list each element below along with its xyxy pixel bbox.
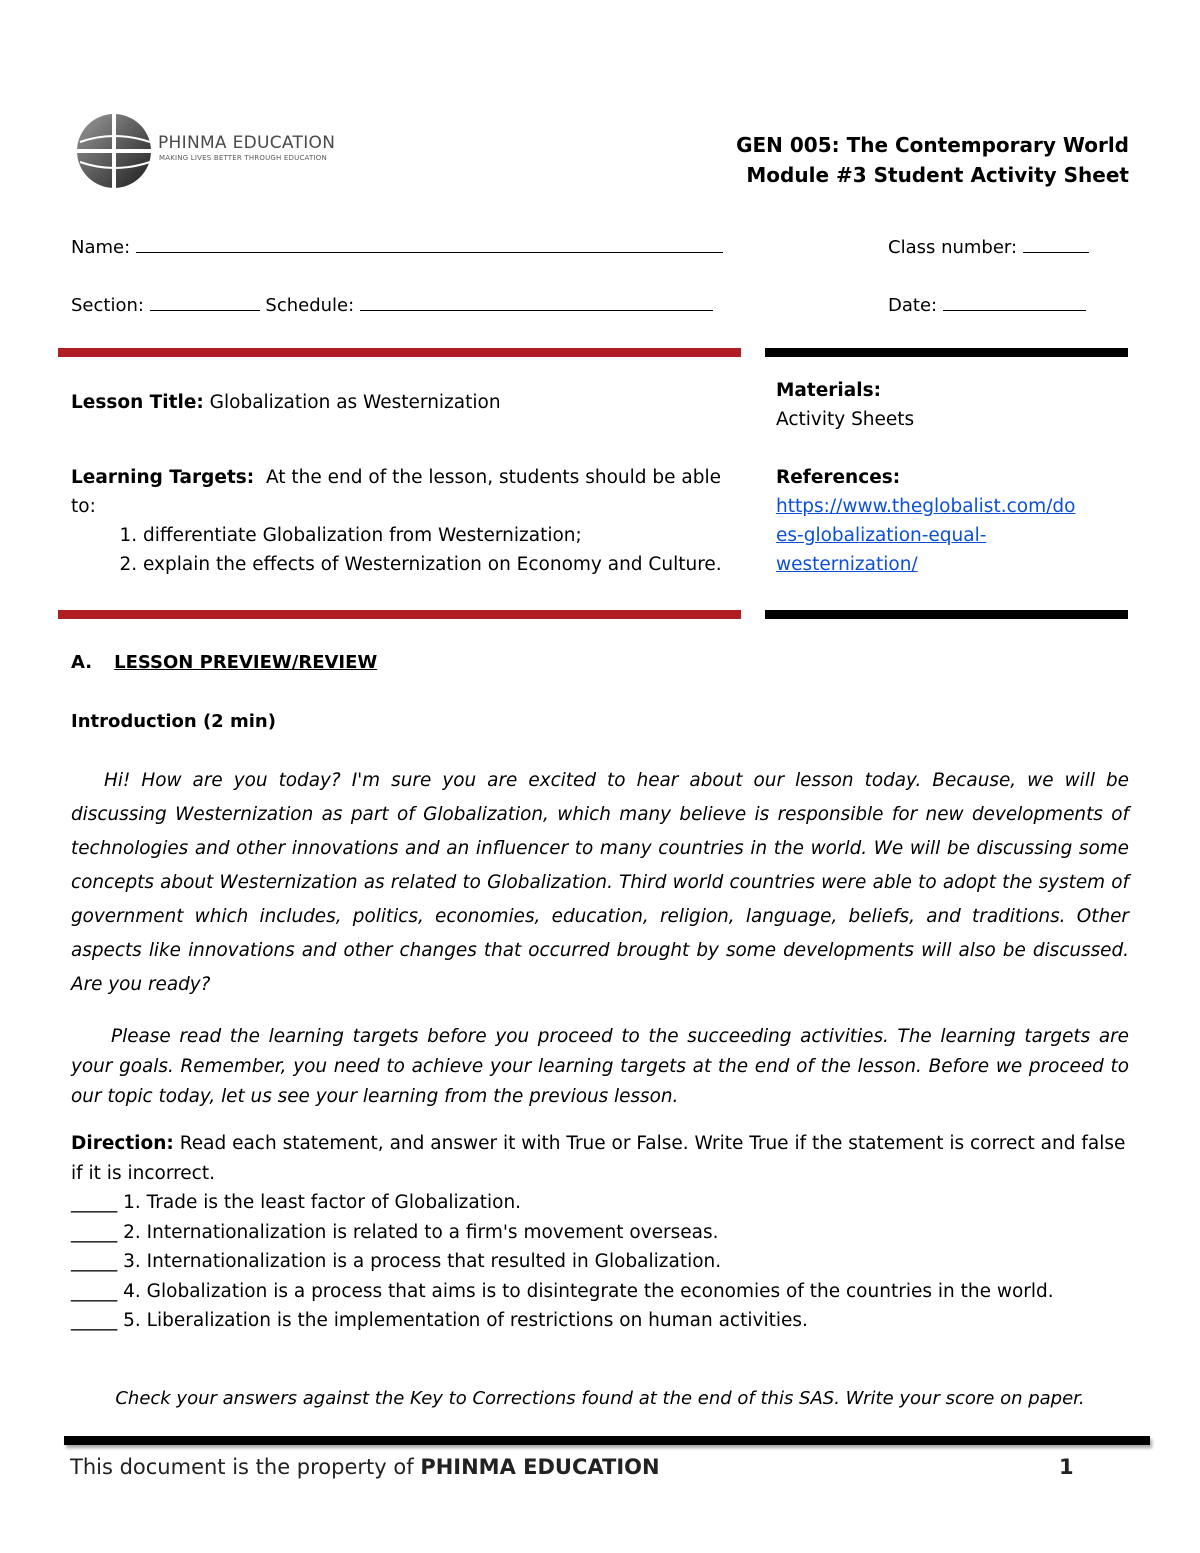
class-number-field[interactable] [888, 236, 1089, 258]
section-a-title: A. LESSON PREVIEW/REVIEW [71, 652, 378, 673]
target-item: 1. differentiate Globalization from Westernization; [143, 521, 726, 550]
answer-blank[interactable]: _____ [71, 1310, 118, 1331]
schedule-blank[interactable] [360, 294, 713, 311]
section-field[interactable] [71, 294, 713, 316]
name-label: Name: [71, 237, 131, 258]
class-number-blank[interactable] [1023, 236, 1089, 253]
quiz-item: _____ 3. Internationalization is a process that resulted in Globalization. [71, 1251, 722, 1272]
quiz-item: _____ 1. Trade is the least factor of Globalization. [71, 1192, 522, 1213]
reference-link[interactable]: https://www.theglobalist.com/do es-globalization-equal- westernization/ [776, 496, 1076, 575]
introduction-paragraph: Hi! How are you today? I'm sure you are excited to hear about our lesson today. Because, we will be discussing Westernization as part of Globalization, which many believe is responsible for new developments of technologies and other innovations and an influencer to many countries in the world. We will be discussing some concepts about Westernization as related to Globalization. Third world countries were able to adopt the system of government which includes, politics, economies, education, religion, language, beliefs, and traditions. Other aspects like innovations and other changes that occurred brought by some developments will also be discussed. Are you ready? [71, 770, 1129, 995]
references-label: References: [776, 467, 901, 488]
answer-blank[interactable]: _____ [71, 1192, 118, 1213]
targets-paragraph: Please read the learning targets before you proceed to the succeeding activities. The learning targets are your goals. Remember, you need to achieve your learning targets at the end of the lesson. Before we proceed to our topic today, let us see your learning from the previous lesson. [71, 1026, 1129, 1107]
footer-text: This document is the property of PHINMA EDUCATION [70, 1455, 660, 1479]
direction-text: Direction: Read each statement, and answer it with True or False. Write True if the statement is correct and false if it is incorrect. [71, 1133, 1126, 1184]
learning-targets: Learning Targets: At the end of the lesson, students should be able to: [71, 467, 721, 517]
date-field[interactable] [888, 294, 1086, 316]
footer-divider [64, 1436, 1150, 1445]
quiz-item: _____ 2. Internationalization is related to a firm's movement overseas. [71, 1221, 719, 1243]
date-label: Date: [888, 295, 938, 316]
course-header [736, 130, 1129, 190]
introduction-heading: Introduction (2 min) [71, 711, 276, 732]
course-title: GEN 005: The Contemporary World [736, 133, 1129, 157]
targets-list [71, 521, 726, 579]
bottom-black-divider [765, 610, 1128, 619]
schedule-label: Schedule: [265, 295, 355, 316]
answer-blank[interactable]: _____ [71, 1280, 118, 1302]
logo-name: PHINMA EDUCATION [158, 133, 336, 153]
top-black-divider [765, 348, 1128, 357]
name-blank[interactable] [136, 236, 723, 253]
answer-blank[interactable]: _____ [71, 1251, 118, 1272]
class-number-label: Class number: [888, 237, 1018, 258]
section-blank[interactable] [150, 294, 260, 311]
logo-tagline: MAKING LIVES BETTER THROUGH EDUCATION [159, 154, 327, 162]
bottom-red-divider [58, 610, 741, 619]
quiz-item: _____ 4. Globalization is a process that aims is to disintegrate the economies of the countries in the world. [71, 1280, 1054, 1302]
check-answers-note: Check your answers against the Key to Corrections found at the end of this SAS. Write your score on paper. [115, 1388, 1085, 1409]
lesson-title: Lesson Title: Globalization as Westernization [71, 392, 501, 413]
module-title: Module #3 Student Activity Sheet [746, 163, 1129, 187]
date-blank[interactable] [943, 294, 1086, 311]
section-label: Section: [71, 295, 144, 316]
materials-value: Activity Sheets [776, 409, 915, 430]
materials-label: Materials: [776, 380, 881, 401]
target-item: 2. explain the effects of Westernization on Economy and Culture. [143, 550, 726, 579]
page-number: 1 [1059, 1455, 1074, 1479]
answer-blank[interactable]: _____ [71, 1221, 118, 1243]
top-red-divider [58, 348, 741, 357]
footer-owner: PHINMA EDUCATION [420, 1455, 660, 1479]
materials-panel [776, 376, 1116, 579]
quiz-item: _____ 5. Liberalization is the implementation of restrictions on human activities. [71, 1310, 808, 1331]
lesson-info [71, 388, 726, 579]
direction-block [71, 1129, 1129, 1336]
name-field[interactable] [71, 236, 723, 258]
